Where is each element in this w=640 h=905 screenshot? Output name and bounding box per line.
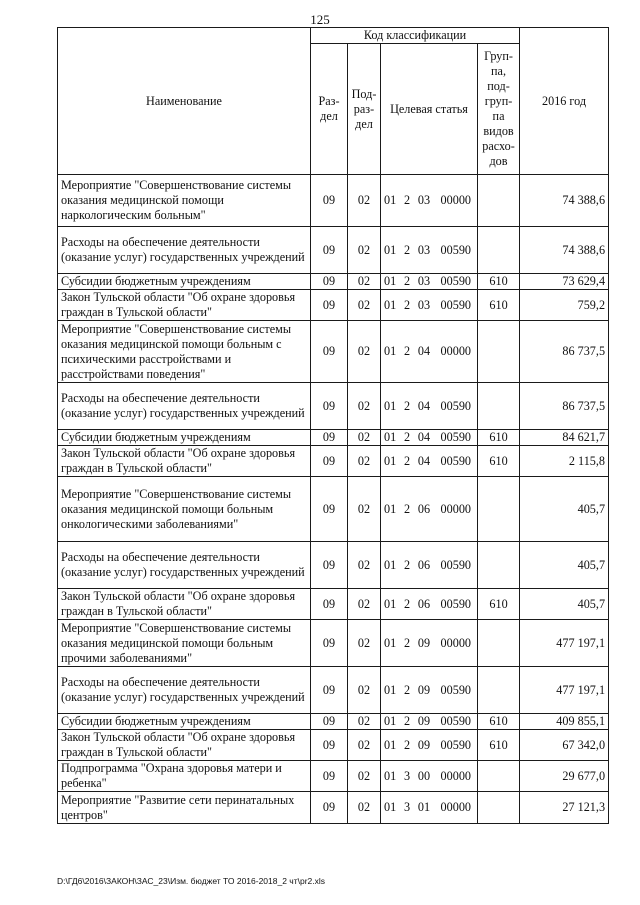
row-amount: 86 737,5 (520, 321, 609, 383)
target-direction: 00590 (440, 596, 471, 611)
target-subprogram: 3 (403, 800, 411, 814)
row-amount: 405,7 (520, 477, 609, 542)
header-target: Целевая статья (381, 44, 478, 175)
row-name: Расходы на обеспечение деятельности (оказание услуг) государственных учреждений (58, 227, 311, 274)
row-target-article (381, 589, 478, 620)
table-row (58, 446, 609, 477)
row-section: 09 (311, 274, 348, 290)
row-group (478, 620, 520, 667)
row-name: Мероприятие "Совершенствование системы оказания медицинской помощи больным прочими заболеваниями" (58, 620, 311, 667)
row-target-article (381, 175, 478, 227)
row-section: 09 (311, 761, 348, 792)
target-program: 01 (384, 242, 397, 257)
row-target-article (381, 761, 478, 792)
row-section: 09 (311, 477, 348, 542)
target-subprogram: 2 (403, 274, 411, 288)
table-row (58, 430, 609, 446)
target-subprogram: 2 (403, 344, 411, 358)
target-direction: 00000 (440, 501, 471, 516)
budget-table (57, 27, 609, 824)
row-subsection: 02 (348, 175, 381, 227)
row-name: Закон Тульской области "Об охране здоровья граждан в Тульской области" (58, 730, 311, 761)
row-target-article (381, 714, 478, 730)
row-name: Мероприятие "Развитие сети перинатальных центров" (58, 792, 311, 824)
target-event: 06 (417, 501, 431, 516)
row-subsection: 02 (348, 620, 381, 667)
row-target-article (381, 321, 478, 383)
target-event: 04 (417, 453, 431, 468)
row-group: 610 (478, 589, 520, 620)
row-group (478, 667, 520, 714)
row-section: 09 (311, 589, 348, 620)
row-subsection: 02 (348, 274, 381, 290)
row-target-article (381, 274, 478, 290)
table-row (58, 792, 609, 824)
row-group (478, 227, 520, 274)
row-name: Субсидии бюджетным учреждениям (58, 274, 311, 290)
row-name: Мероприятие "Совершенствование системы оказания медицинской помощи больным с психическими расстройствами и расстройствами поведения" (58, 321, 311, 383)
target-program: 01 (384, 398, 397, 413)
row-subsection: 02 (348, 430, 381, 446)
target-event: 09 (417, 682, 431, 697)
target-subprogram: 2 (403, 682, 411, 697)
target-subprogram: 2 (403, 242, 411, 257)
target-event: 00 (417, 768, 431, 783)
row-group (478, 542, 520, 589)
target-subprogram: 2 (403, 297, 411, 312)
target-program: 01 (384, 737, 397, 752)
target-event: 09 (417, 635, 431, 650)
target-program: 01 (384, 635, 397, 650)
row-target-article (381, 227, 478, 274)
header-name: Наименование (58, 28, 311, 175)
row-group: 610 (478, 274, 520, 290)
target-program: 01 (384, 501, 397, 516)
target-program: 01 (384, 800, 397, 814)
row-subsection: 02 (348, 730, 381, 761)
row-section: 09 (311, 730, 348, 761)
target-direction: 00000 (440, 193, 471, 207)
row-subsection: 02 (348, 792, 381, 824)
target-event: 09 (417, 737, 431, 752)
target-event: 06 (417, 557, 431, 572)
target-program: 01 (384, 274, 397, 288)
target-direction: 00000 (440, 635, 471, 650)
row-amount: 405,7 (520, 542, 609, 589)
target-subprogram: 3 (403, 768, 411, 783)
row-section: 09 (311, 175, 348, 227)
header-year: 2016 год (520, 28, 609, 175)
row-subsection: 02 (348, 761, 381, 792)
target-event: 03 (417, 274, 431, 288)
table-row (58, 290, 609, 321)
header-section: Раз- дел (311, 44, 348, 175)
target-event: 04 (417, 398, 431, 413)
target-direction: 00590 (440, 297, 471, 312)
target-direction: 00590 (440, 714, 471, 728)
row-group: 610 (478, 446, 520, 477)
row-target-article (381, 290, 478, 321)
target-direction: 00590 (440, 242, 471, 257)
target-direction: 00000 (440, 768, 471, 783)
table-row (58, 667, 609, 714)
target-direction: 00590 (440, 430, 471, 444)
table-row (58, 477, 609, 542)
row-subsection: 02 (348, 290, 381, 321)
row-section: 09 (311, 321, 348, 383)
table-row (58, 274, 609, 290)
row-amount: 27 121,3 (520, 792, 609, 824)
table-row (58, 175, 609, 227)
row-amount: 759,2 (520, 290, 609, 321)
row-group: 610 (478, 730, 520, 761)
row-amount: 477 197,1 (520, 620, 609, 667)
file-path-footer: D:\ГД6\2016\ЗАКОН\ЗАС_23\Изм. бюджет ТО 2016-2018_2 чт\pr2.xls (57, 876, 326, 886)
row-amount: 409 855,1 (520, 714, 609, 730)
table-row (58, 714, 609, 730)
row-name: Субсидии бюджетным учреждениям (58, 714, 311, 730)
row-name: Мероприятие "Совершенствование системы оказания медицинской помощи больным онкологическими заболеваниями" (58, 477, 311, 542)
target-direction: 00000 (440, 344, 471, 358)
table-row (58, 227, 609, 274)
row-target-article (381, 667, 478, 714)
target-event: 04 (417, 430, 431, 444)
row-group: 610 (478, 714, 520, 730)
row-section: 09 (311, 383, 348, 430)
row-name: Расходы на обеспечение деятельности (оказание услуг) государственных учреждений (58, 667, 311, 714)
target-direction: 00590 (440, 274, 471, 288)
target-event: 09 (417, 714, 431, 728)
target-subprogram: 2 (403, 596, 411, 611)
row-section: 09 (311, 667, 348, 714)
target-program: 01 (384, 453, 397, 468)
table-row (58, 542, 609, 589)
row-amount: 86 737,5 (520, 383, 609, 430)
row-group (478, 761, 520, 792)
target-program: 01 (384, 344, 397, 358)
row-amount: 73 629,4 (520, 274, 609, 290)
row-section: 09 (311, 446, 348, 477)
target-subprogram: 2 (403, 193, 411, 207)
target-subprogram: 2 (403, 714, 411, 728)
row-group: 610 (478, 430, 520, 446)
row-section: 09 (311, 430, 348, 446)
target-program: 01 (384, 714, 397, 728)
row-target-article (381, 446, 478, 477)
row-group (478, 321, 520, 383)
header-code: Код классификации (311, 28, 520, 44)
row-subsection: 02 (348, 477, 381, 542)
row-target-article (381, 383, 478, 430)
table-row (58, 589, 609, 620)
row-amount: 405,7 (520, 589, 609, 620)
target-program: 01 (384, 557, 397, 572)
row-subsection: 02 (348, 714, 381, 730)
target-program: 01 (384, 297, 397, 312)
row-amount: 74 388,6 (520, 227, 609, 274)
target-program: 01 (384, 596, 397, 611)
row-subsection: 02 (348, 321, 381, 383)
row-section: 09 (311, 290, 348, 321)
row-subsection: 02 (348, 542, 381, 589)
row-name: Расходы на обеспечение деятельности (оказание услуг) государственных учреждений (58, 542, 311, 589)
row-name: Закон Тульской области "Об охране здоровья граждан в Тульской области" (58, 589, 311, 620)
row-amount: 67 342,0 (520, 730, 609, 761)
target-direction: 00590 (440, 682, 471, 697)
target-subprogram: 2 (403, 737, 411, 752)
target-subprogram: 2 (403, 501, 411, 516)
row-target-article (381, 542, 478, 589)
target-direction: 00590 (440, 453, 471, 468)
row-amount: 74 388,6 (520, 175, 609, 227)
target-direction: 00000 (440, 800, 471, 814)
row-section: 09 (311, 620, 348, 667)
row-subsection: 02 (348, 446, 381, 477)
target-event: 03 (417, 193, 431, 207)
target-program: 01 (384, 430, 397, 444)
row-section: 09 (311, 714, 348, 730)
row-target-article (381, 477, 478, 542)
row-amount: 2 115,8 (520, 446, 609, 477)
table-row (58, 730, 609, 761)
row-subsection: 02 (348, 667, 381, 714)
row-name: Подпрограмма "Охрана здоровья матери и ребенка" (58, 761, 311, 792)
table-row (58, 321, 609, 383)
target-direction: 00590 (440, 737, 471, 752)
target-subprogram: 2 (403, 430, 411, 444)
row-target-article (381, 430, 478, 446)
row-name: Расходы на обеспечение деятельности (оказание услуг) государственных учреждений (58, 383, 311, 430)
target-program: 01 (384, 768, 397, 783)
target-subprogram: 2 (403, 398, 411, 413)
row-target-article (381, 730, 478, 761)
row-name: Закон Тульской области "Об охране здоровья граждан в Тульской области" (58, 290, 311, 321)
target-event: 01 (417, 800, 431, 814)
target-program: 01 (384, 193, 397, 207)
table-row (58, 383, 609, 430)
target-subprogram: 2 (403, 635, 411, 650)
row-group (478, 175, 520, 227)
row-amount: 29 677,0 (520, 761, 609, 792)
target-direction: 00590 (440, 398, 471, 413)
target-event: 06 (417, 596, 431, 611)
row-name: Субсидии бюджетным учреждениям (58, 430, 311, 446)
target-direction: 00590 (440, 557, 471, 572)
row-group (478, 477, 520, 542)
target-program: 01 (384, 682, 397, 697)
row-group (478, 792, 520, 824)
row-group: 610 (478, 290, 520, 321)
row-target-article (381, 792, 478, 824)
target-event: 03 (417, 242, 431, 257)
page-number: 125 (310, 12, 330, 27)
row-subsection: 02 (348, 383, 381, 430)
target-event: 03 (417, 297, 431, 312)
row-amount: 477 197,1 (520, 667, 609, 714)
target-subprogram: 2 (403, 557, 411, 572)
row-subsection: 02 (348, 589, 381, 620)
table-row (58, 761, 609, 792)
row-amount: 84 621,7 (520, 430, 609, 446)
target-event: 04 (417, 344, 431, 358)
target-subprogram: 2 (403, 453, 411, 468)
row-section: 09 (311, 227, 348, 274)
header-subsection: Под- раз- дел (348, 44, 381, 175)
row-section: 09 (311, 542, 348, 589)
row-name: Закон Тульской области "Об охране здоровья граждан в Тульской области" (58, 446, 311, 477)
header-group: Груп- па, под- груп- па видов расхо- дов (478, 44, 520, 175)
row-target-article (381, 620, 478, 667)
row-group (478, 383, 520, 430)
table-row (58, 620, 609, 667)
row-name: Мероприятие "Совершенствование системы оказания медицинской помощи наркологическим больным" (58, 175, 311, 227)
row-subsection: 02 (348, 227, 381, 274)
row-section: 09 (311, 792, 348, 824)
